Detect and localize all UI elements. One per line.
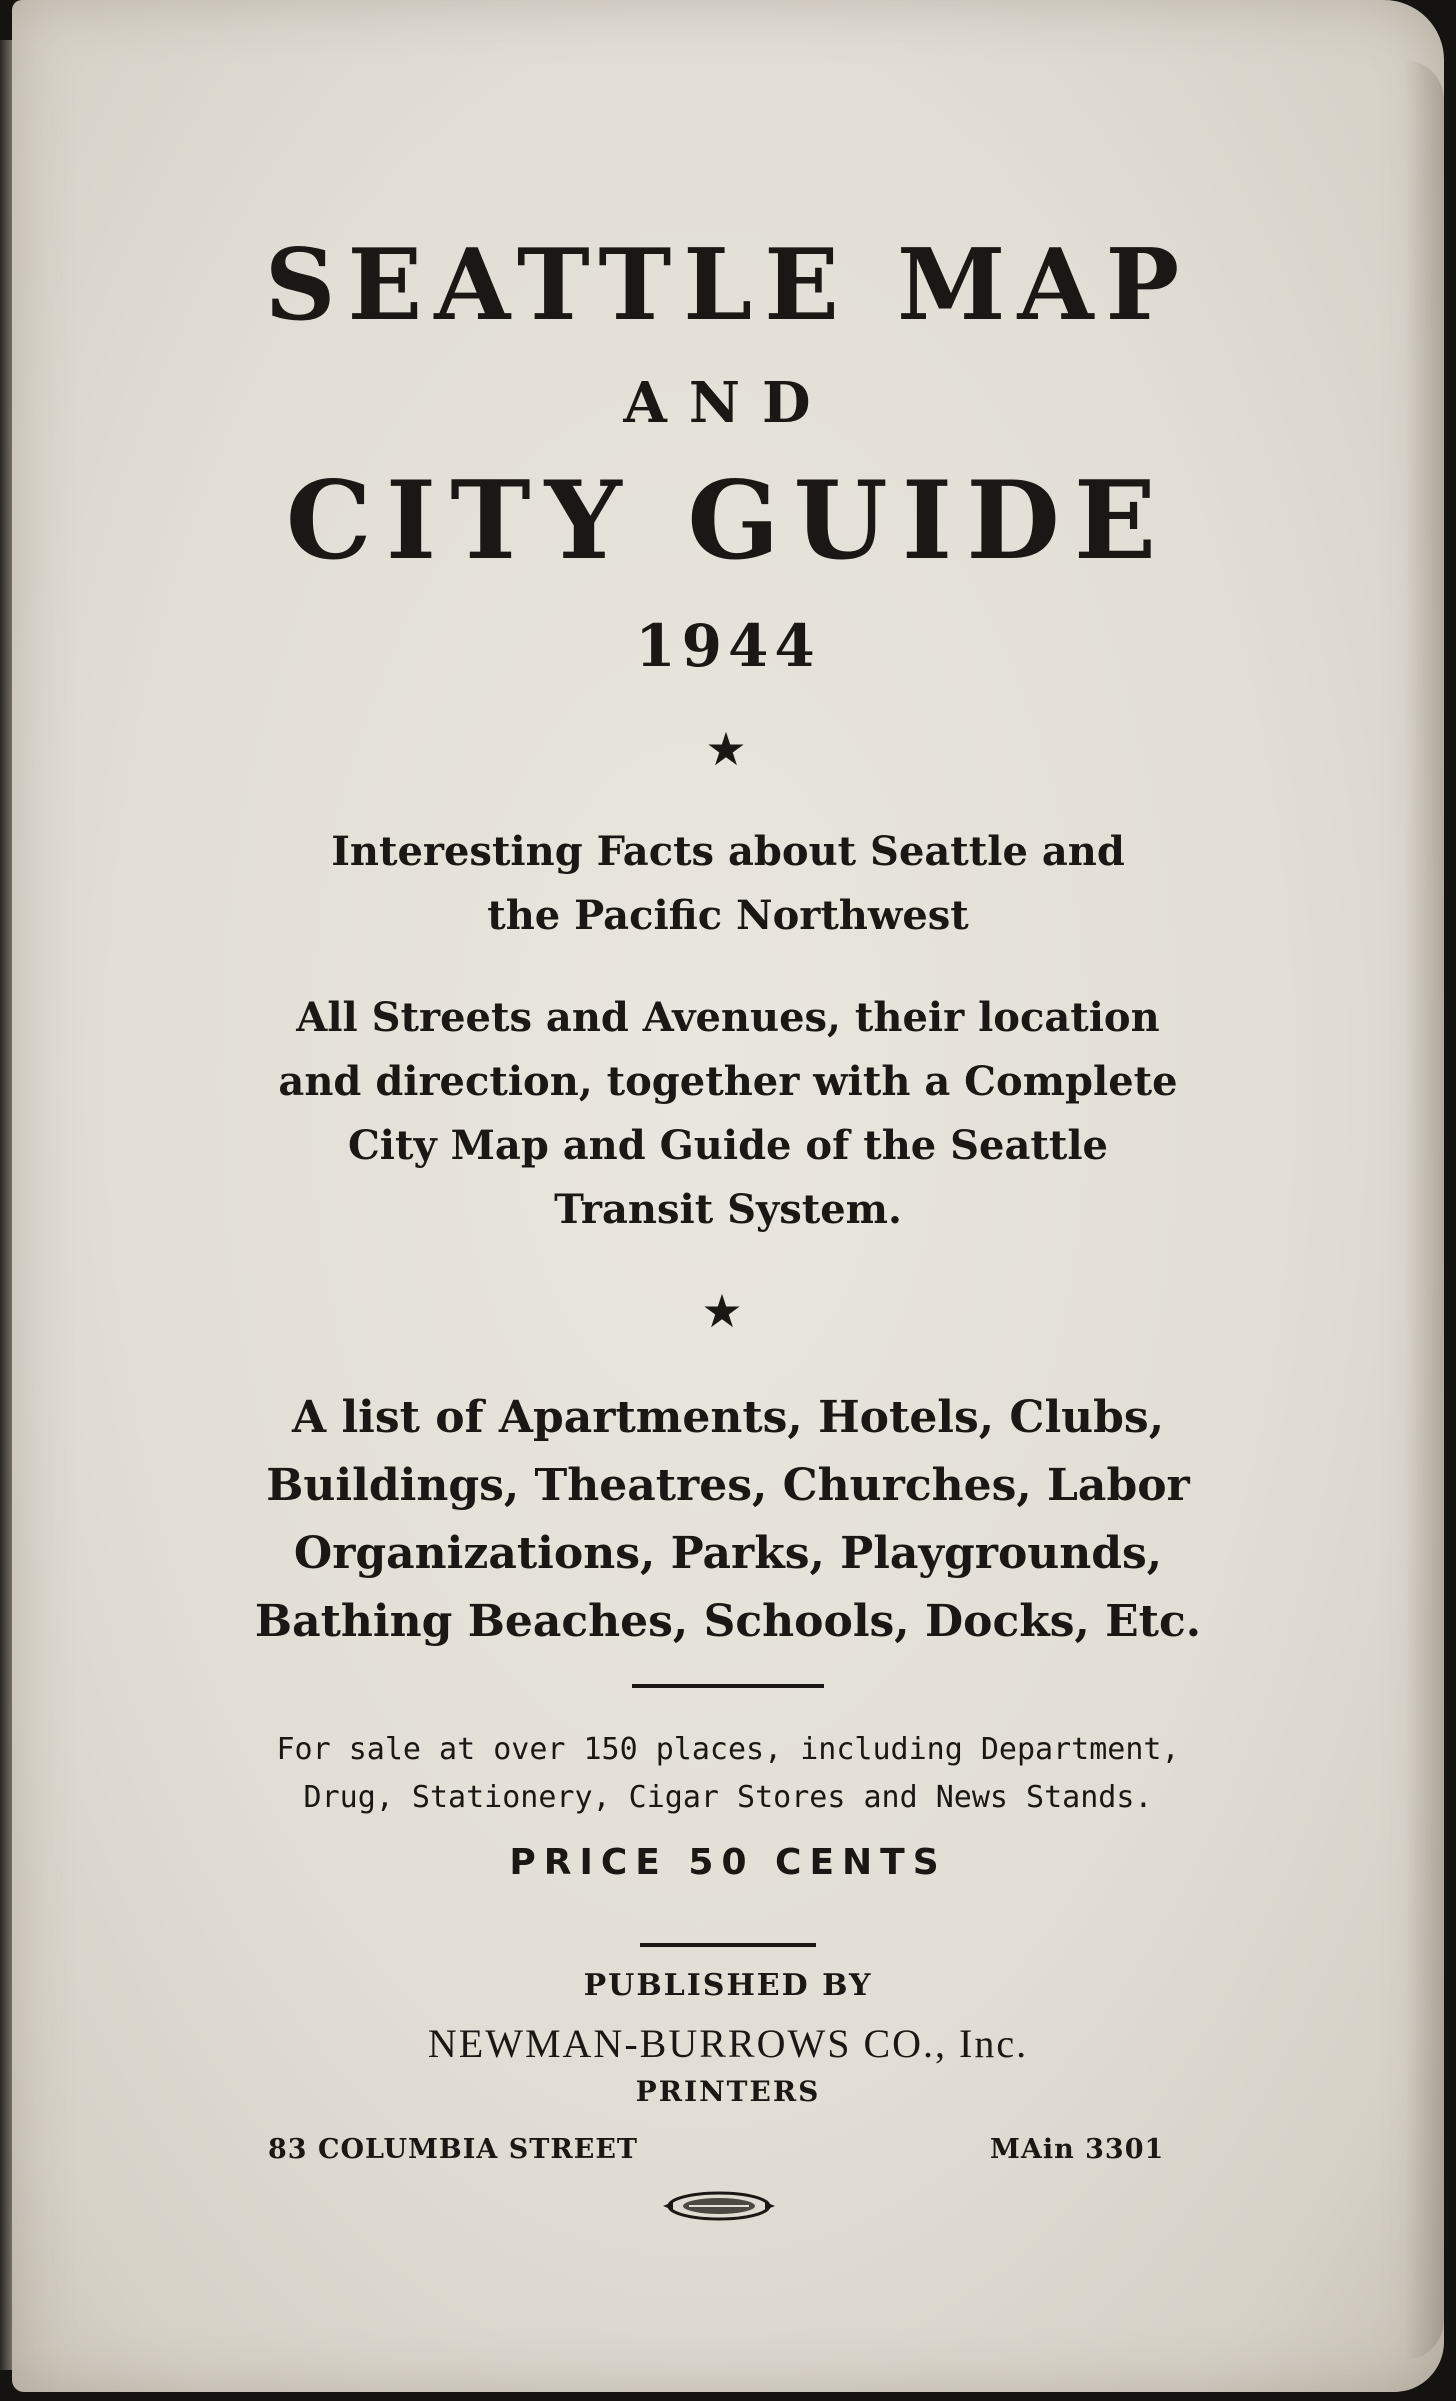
title-line-city-guide: CITY GUIDE [285, 458, 1171, 584]
divider-rule [632, 1684, 824, 1688]
publisher-address: 83 COLUMBIA STREET [268, 2134, 639, 2165]
publisher-role: PRINTERS [635, 2075, 821, 2108]
union-label-seal-icon [659, 2188, 779, 2224]
facts-paragraph [0, 820, 1456, 948]
star-icon: ★ [701, 1284, 743, 1338]
divider-rule [640, 1943, 816, 1947]
streets-paragraph [0, 986, 1456, 1242]
star-icon: ★ [705, 722, 747, 776]
publisher-phone: MAin 3301 [990, 2134, 1165, 2165]
listings-paragraph [0, 1384, 1456, 1656]
sale-line: Drug, Stationery, Cigar Stores and News Stands. [303, 1780, 1153, 1815]
listings-line: Organizations, Parks, Playgrounds, [293, 1528, 1163, 1579]
facts-line: the Pacific Northwest [487, 892, 969, 939]
sale-line: For sale at over 150 places, including Department, [276, 1732, 1180, 1767]
streets-line: City Map and Guide of the Seattle [347, 1122, 1109, 1169]
listings-line: Buildings, Theatres, Churches, Labor [266, 1460, 1190, 1511]
sale-locations-note [0, 1726, 1456, 1822]
listings-line: A list of Apartments, Hotels, Clubs, [291, 1392, 1165, 1443]
title-line-and: AND [623, 370, 833, 436]
publisher-name: NEWMAN-BURROWS CO., Inc. [427, 2021, 1029, 2066]
streets-line: and direction, together with a Complete [278, 1058, 1178, 1105]
streets-line: All Streets and Avenues, their location [296, 994, 1160, 1041]
year-label: 1944 [635, 612, 821, 680]
streets-line: Transit System. [554, 1186, 902, 1233]
facts-line: Interesting Facts about Seattle and [331, 828, 1125, 875]
title-line-seattle-map: SEATTLE MAP [264, 228, 1192, 343]
price-label: PRICE 50 CENTS [509, 1842, 947, 1883]
published-by-label: PUBLISHED BY [583, 1968, 873, 2003]
listings-line: Bathing Beaches, Schools, Docks, Etc. [254, 1596, 1202, 1647]
